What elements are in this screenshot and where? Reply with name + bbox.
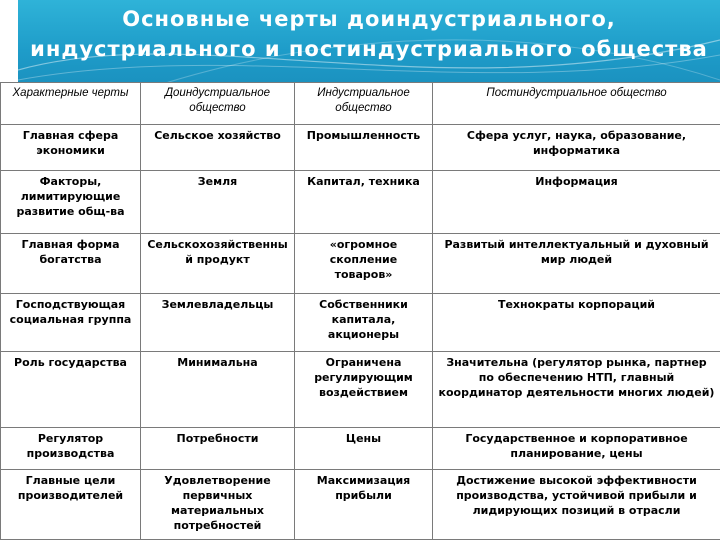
table-cell: Информация — [433, 171, 720, 234]
table-cell: Капитал, техника — [295, 171, 433, 234]
table-cell: Максимизация прибыли — [295, 470, 433, 540]
header-cell: Доиндустриальное общество — [141, 83, 295, 125]
header-cell: Характерные черты — [1, 83, 141, 125]
table-row — [1, 428, 720, 470]
table-cell: Регулятор производства — [1, 428, 141, 470]
table-row — [1, 125, 720, 171]
title-banner — [18, 0, 720, 92]
table-row — [1, 294, 720, 352]
page-title: Основные черты доиндустриального, индустриального и постиндустриального общества — [30, 7, 708, 61]
table-cell: Потребности — [141, 428, 295, 470]
table-cell: Земля — [141, 171, 295, 234]
table-cell: Сфера услуг, наука, образование, информатика — [433, 125, 720, 171]
header-cell: Постиндустриальное общество — [433, 83, 720, 125]
comparison-table — [0, 82, 720, 540]
table-cell: Главные цели производителей — [1, 470, 141, 540]
table-cell: Собственники капитала, акционеры — [295, 294, 433, 352]
table-cell: Значительна (регулятор рынка, партнер по обеспечению НТП, главный координатор деятельности многих людей) — [433, 352, 720, 428]
table-row — [1, 234, 720, 294]
table-cell: Сельское хозяйство — [141, 125, 295, 171]
table-header-row — [1, 83, 720, 125]
table-cell: Ограничена регулирующим воздействием — [295, 352, 433, 428]
table-cell: Достижение высокой эффективности производства, устойчивой прибыли и лидирующих позиций в отрасли — [433, 470, 720, 540]
table-cell: Цены — [295, 428, 433, 470]
table-cell: Роль государства — [1, 352, 141, 428]
table-cell: Государственное и корпоративное планирование, цены — [433, 428, 720, 470]
table-row — [1, 171, 720, 234]
table-cell: Сельскохозяйственный продукт — [141, 234, 295, 294]
table-cell: Главная сфера экономики — [1, 125, 141, 171]
table-cell: Факторы, лимитирующие развитие общ-ва — [1, 171, 141, 234]
header-cell: Индустриальное общество — [295, 83, 433, 125]
table-cell: Господствующая социальная группа — [1, 294, 141, 352]
table-cell: Промышленность — [295, 125, 433, 171]
table-cell: Технократы корпораций — [433, 294, 720, 352]
table-cell: Землевладельцы — [141, 294, 295, 352]
table-cell: «огромное скопление товаров» — [295, 234, 433, 294]
table-cell: Развитый интеллектуальный и духовный мир людей — [433, 234, 720, 294]
table-cell: Удовлетворение первичных материальных потребностей — [141, 470, 295, 540]
table-cell: Главная форма богатства — [1, 234, 141, 294]
table-row — [1, 470, 720, 540]
table-row — [1, 352, 720, 428]
table-cell: Минимальна — [141, 352, 295, 428]
